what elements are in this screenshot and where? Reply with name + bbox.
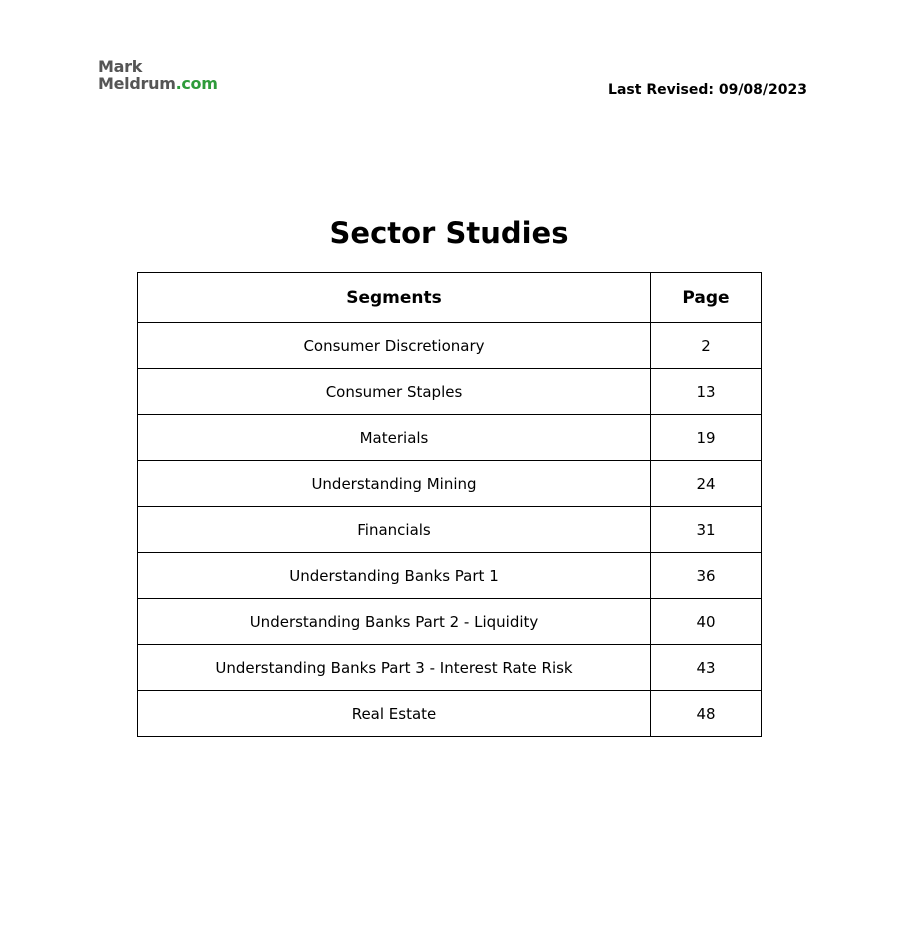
table-row (138, 599, 762, 645)
last-revised-date: Last Revised: 09/08/2023 (608, 82, 807, 98)
table-row (138, 691, 762, 737)
column-header-page: Page (651, 273, 762, 323)
page-cell: 40 (651, 599, 762, 645)
page-title: Sector Studies (329, 216, 569, 250)
segment-cell: Understanding Banks Part 2 - Liquidity (138, 599, 651, 645)
table-header-row (138, 273, 762, 323)
page-cell: 13 (651, 369, 762, 415)
table-row (138, 461, 762, 507)
table-row (138, 369, 762, 415)
page-cell: 43 (651, 645, 762, 691)
page-cell: 19 (651, 415, 762, 461)
segment-cell: Consumer Discretionary (138, 323, 651, 369)
page-cell: 48 (651, 691, 762, 737)
logo-domain: .com (175, 74, 218, 93)
segment-cell: Financials (138, 507, 651, 553)
segment-cell: Understanding Mining (138, 461, 651, 507)
logo-name: Meldrum (98, 74, 176, 93)
segment-cell: Consumer Staples (138, 369, 651, 415)
logo-line-1: Mark (98, 57, 143, 76)
page-cell: 24 (651, 461, 762, 507)
table-row (138, 645, 762, 691)
page-cell: 36 (651, 553, 762, 599)
table-row (138, 553, 762, 599)
table-row (138, 415, 762, 461)
table-row (138, 323, 762, 369)
column-header-segments: Segments (138, 273, 651, 323)
logo-line-2 (98, 75, 218, 92)
page-cell: 2 (651, 323, 762, 369)
page-cell: 31 (651, 507, 762, 553)
segment-cell: Real Estate (138, 691, 651, 737)
table-row (138, 507, 762, 553)
site-logo (98, 58, 218, 92)
segment-cell: Understanding Banks Part 1 (138, 553, 651, 599)
segment-cell: Materials (138, 415, 651, 461)
segment-cell: Understanding Banks Part 3 - Interest Rate Risk (138, 645, 651, 691)
table-of-contents (137, 272, 762, 737)
